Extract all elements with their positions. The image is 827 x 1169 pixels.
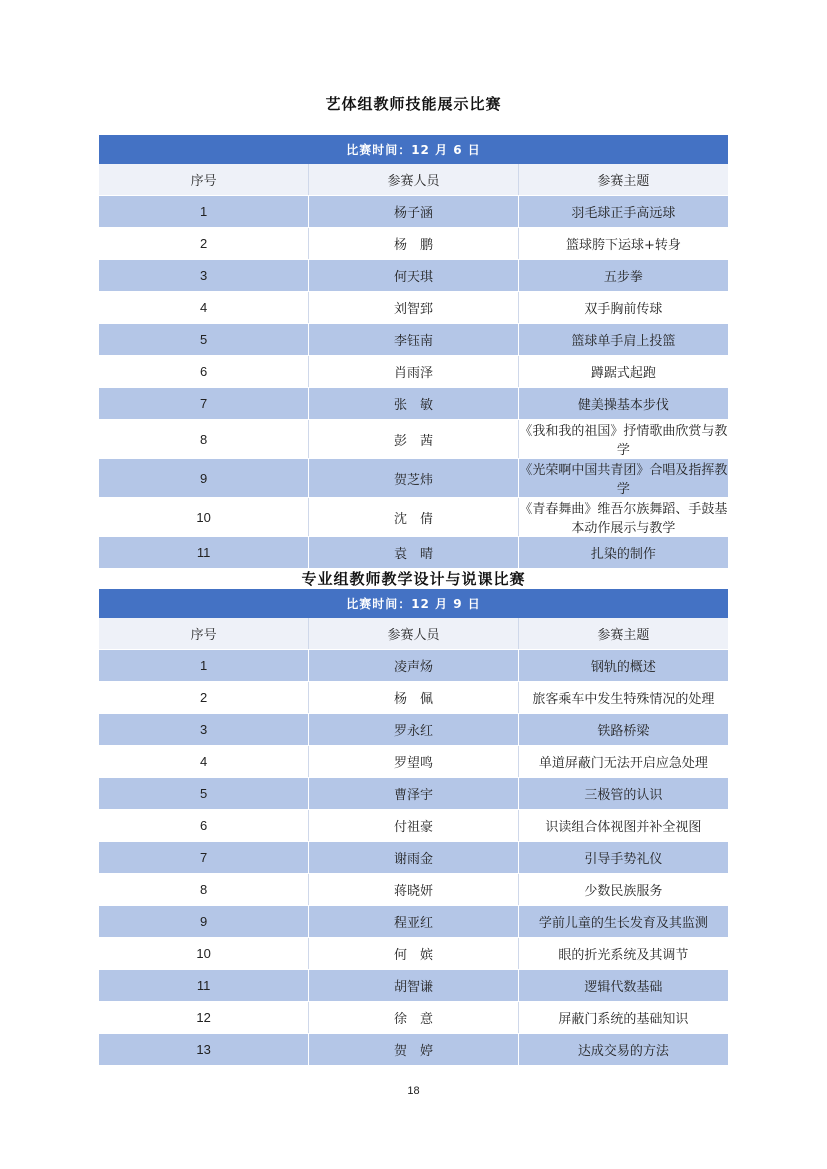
row-topic: 铁路桥梁 xyxy=(518,714,728,746)
row-index: 11 xyxy=(99,537,309,569)
section2-date: 比赛时间：12 月 9 日 xyxy=(99,589,728,618)
row-index: 12 xyxy=(99,1002,309,1034)
row-participant: 杨 鹏 xyxy=(309,228,519,260)
table-row xyxy=(99,388,728,420)
row-topic: 屏蔽门系统的基础知识 xyxy=(518,1002,728,1034)
section1-date: 比赛时间：12 月 6 日 xyxy=(99,135,728,164)
row-topic: 《光荣啊中国共青团》合唱及指挥教学 xyxy=(518,459,728,498)
row-topic: 识读组合体视图并补全视图 xyxy=(518,810,728,842)
row-participant: 沈 倩 xyxy=(309,498,519,537)
row-participant: 李钰南 xyxy=(309,324,519,356)
table-row xyxy=(99,874,728,906)
table-row xyxy=(99,292,728,324)
table-row xyxy=(99,1034,728,1066)
table-row xyxy=(99,1002,728,1034)
row-participant: 曹泽宇 xyxy=(309,778,519,810)
table-row xyxy=(99,650,728,682)
col-header-index: 序号 xyxy=(99,618,309,650)
row-participant: 杨 佩 xyxy=(309,682,519,714)
row-index: 1 xyxy=(99,650,309,682)
row-participant: 肖雨泽 xyxy=(309,356,519,388)
table-row xyxy=(99,810,728,842)
row-index: 13 xyxy=(99,1034,309,1066)
row-index: 9 xyxy=(99,906,309,938)
col-header-participant: 参赛人员 xyxy=(309,618,519,650)
section2-title: 专业组教师教学设计与说课比赛 xyxy=(301,570,526,588)
row-index: 6 xyxy=(99,810,309,842)
table-row xyxy=(99,537,728,569)
row-index: 7 xyxy=(99,388,309,420)
table-row xyxy=(99,196,728,228)
row-topic: 《我和我的祖国》抒情歌曲欣赏与教学 xyxy=(518,420,728,459)
row-index: 8 xyxy=(99,420,309,459)
table-row xyxy=(99,746,728,778)
row-participant: 罗永红 xyxy=(309,714,519,746)
row-topic: 五步拳 xyxy=(518,260,728,292)
row-index: 1 xyxy=(99,196,309,228)
row-participant: 刘智郅 xyxy=(309,292,519,324)
row-participant: 凌声炀 xyxy=(309,650,519,682)
table-row xyxy=(99,778,728,810)
row-topic: 达成交易的方法 xyxy=(518,1034,728,1066)
row-index: 11 xyxy=(99,970,309,1002)
section1-table xyxy=(99,135,728,569)
row-index: 4 xyxy=(99,746,309,778)
row-topic: 旅客乘车中发生特殊情况的处理 xyxy=(518,682,728,714)
row-index: 3 xyxy=(99,714,309,746)
col-header-topic: 参赛主题 xyxy=(518,164,728,196)
row-participant: 谢雨金 xyxy=(309,842,519,874)
row-topic: 眼的折光系统及其调节 xyxy=(518,938,728,970)
row-topic: 扎染的制作 xyxy=(518,537,728,569)
row-topic: 三极管的认识 xyxy=(518,778,728,810)
row-topic: 蹲踞式起跑 xyxy=(518,356,728,388)
row-participant: 罗望鸣 xyxy=(309,746,519,778)
table-row xyxy=(99,906,728,938)
table-row xyxy=(99,842,728,874)
row-participant: 杨子涵 xyxy=(309,196,519,228)
row-topic: 羽毛球正手高远球 xyxy=(518,196,728,228)
row-index: 5 xyxy=(99,778,309,810)
col-header-index: 序号 xyxy=(99,164,309,196)
row-index: 2 xyxy=(99,682,309,714)
row-participant: 袁 晴 xyxy=(309,537,519,569)
row-topic: 学前儿童的生长发育及其监测 xyxy=(518,906,728,938)
row-index: 5 xyxy=(99,324,309,356)
row-index: 6 xyxy=(99,356,309,388)
section2-table xyxy=(99,589,728,1066)
row-participant: 贺 婷 xyxy=(309,1034,519,1066)
table-row xyxy=(99,938,728,970)
page-number: 18 xyxy=(407,1085,420,1097)
row-participant: 蒋晓妍 xyxy=(309,874,519,906)
table-row xyxy=(99,324,728,356)
row-participant: 张 敏 xyxy=(309,388,519,420)
row-topic: 逻辑代数基础 xyxy=(518,970,728,1002)
row-participant: 何天琪 xyxy=(309,260,519,292)
row-participant: 何 嫔 xyxy=(309,938,519,970)
row-index: 7 xyxy=(99,842,309,874)
table-row xyxy=(99,714,728,746)
row-index: 4 xyxy=(99,292,309,324)
row-topic: 篮球单手肩上投篮 xyxy=(518,324,728,356)
row-topic: 引导手势礼仪 xyxy=(518,842,728,874)
table-row xyxy=(99,498,728,537)
row-topic: 单道屏蔽门无法开启应急处理 xyxy=(518,746,728,778)
row-index: 8 xyxy=(99,874,309,906)
col-header-topic: 参赛主题 xyxy=(518,618,728,650)
row-topic: 双手胸前传球 xyxy=(518,292,728,324)
table-row xyxy=(99,970,728,1002)
row-topic: 少数民族服务 xyxy=(518,874,728,906)
row-index: 3 xyxy=(99,260,309,292)
row-topic: 篮球胯下运球+转身 xyxy=(518,228,728,260)
table-row xyxy=(99,459,728,498)
table-row xyxy=(99,228,728,260)
row-participant: 彭 茜 xyxy=(309,420,519,459)
row-topic: 健美操基本步伐 xyxy=(518,388,728,420)
section1-title: 艺体组教师技能展示比赛 xyxy=(325,95,502,113)
row-participant: 程亚红 xyxy=(309,906,519,938)
row-index: 2 xyxy=(99,228,309,260)
table-row xyxy=(99,260,728,292)
table-row xyxy=(99,356,728,388)
row-topic: 《青春舞曲》维吾尔族舞蹈、手鼓基本动作展示与教学 xyxy=(518,498,728,537)
row-participant: 徐 意 xyxy=(309,1002,519,1034)
row-participant: 胡智谦 xyxy=(309,970,519,1002)
row-index: 10 xyxy=(99,498,309,537)
row-participant: 贺芝炜 xyxy=(309,459,519,498)
row-participant: 付祖豪 xyxy=(309,810,519,842)
row-topic: 钢轨的概述 xyxy=(518,650,728,682)
row-index: 9 xyxy=(99,459,309,498)
col-header-participant: 参赛人员 xyxy=(309,164,519,196)
table-row xyxy=(99,420,728,459)
table-row xyxy=(99,682,728,714)
row-index: 10 xyxy=(99,938,309,970)
